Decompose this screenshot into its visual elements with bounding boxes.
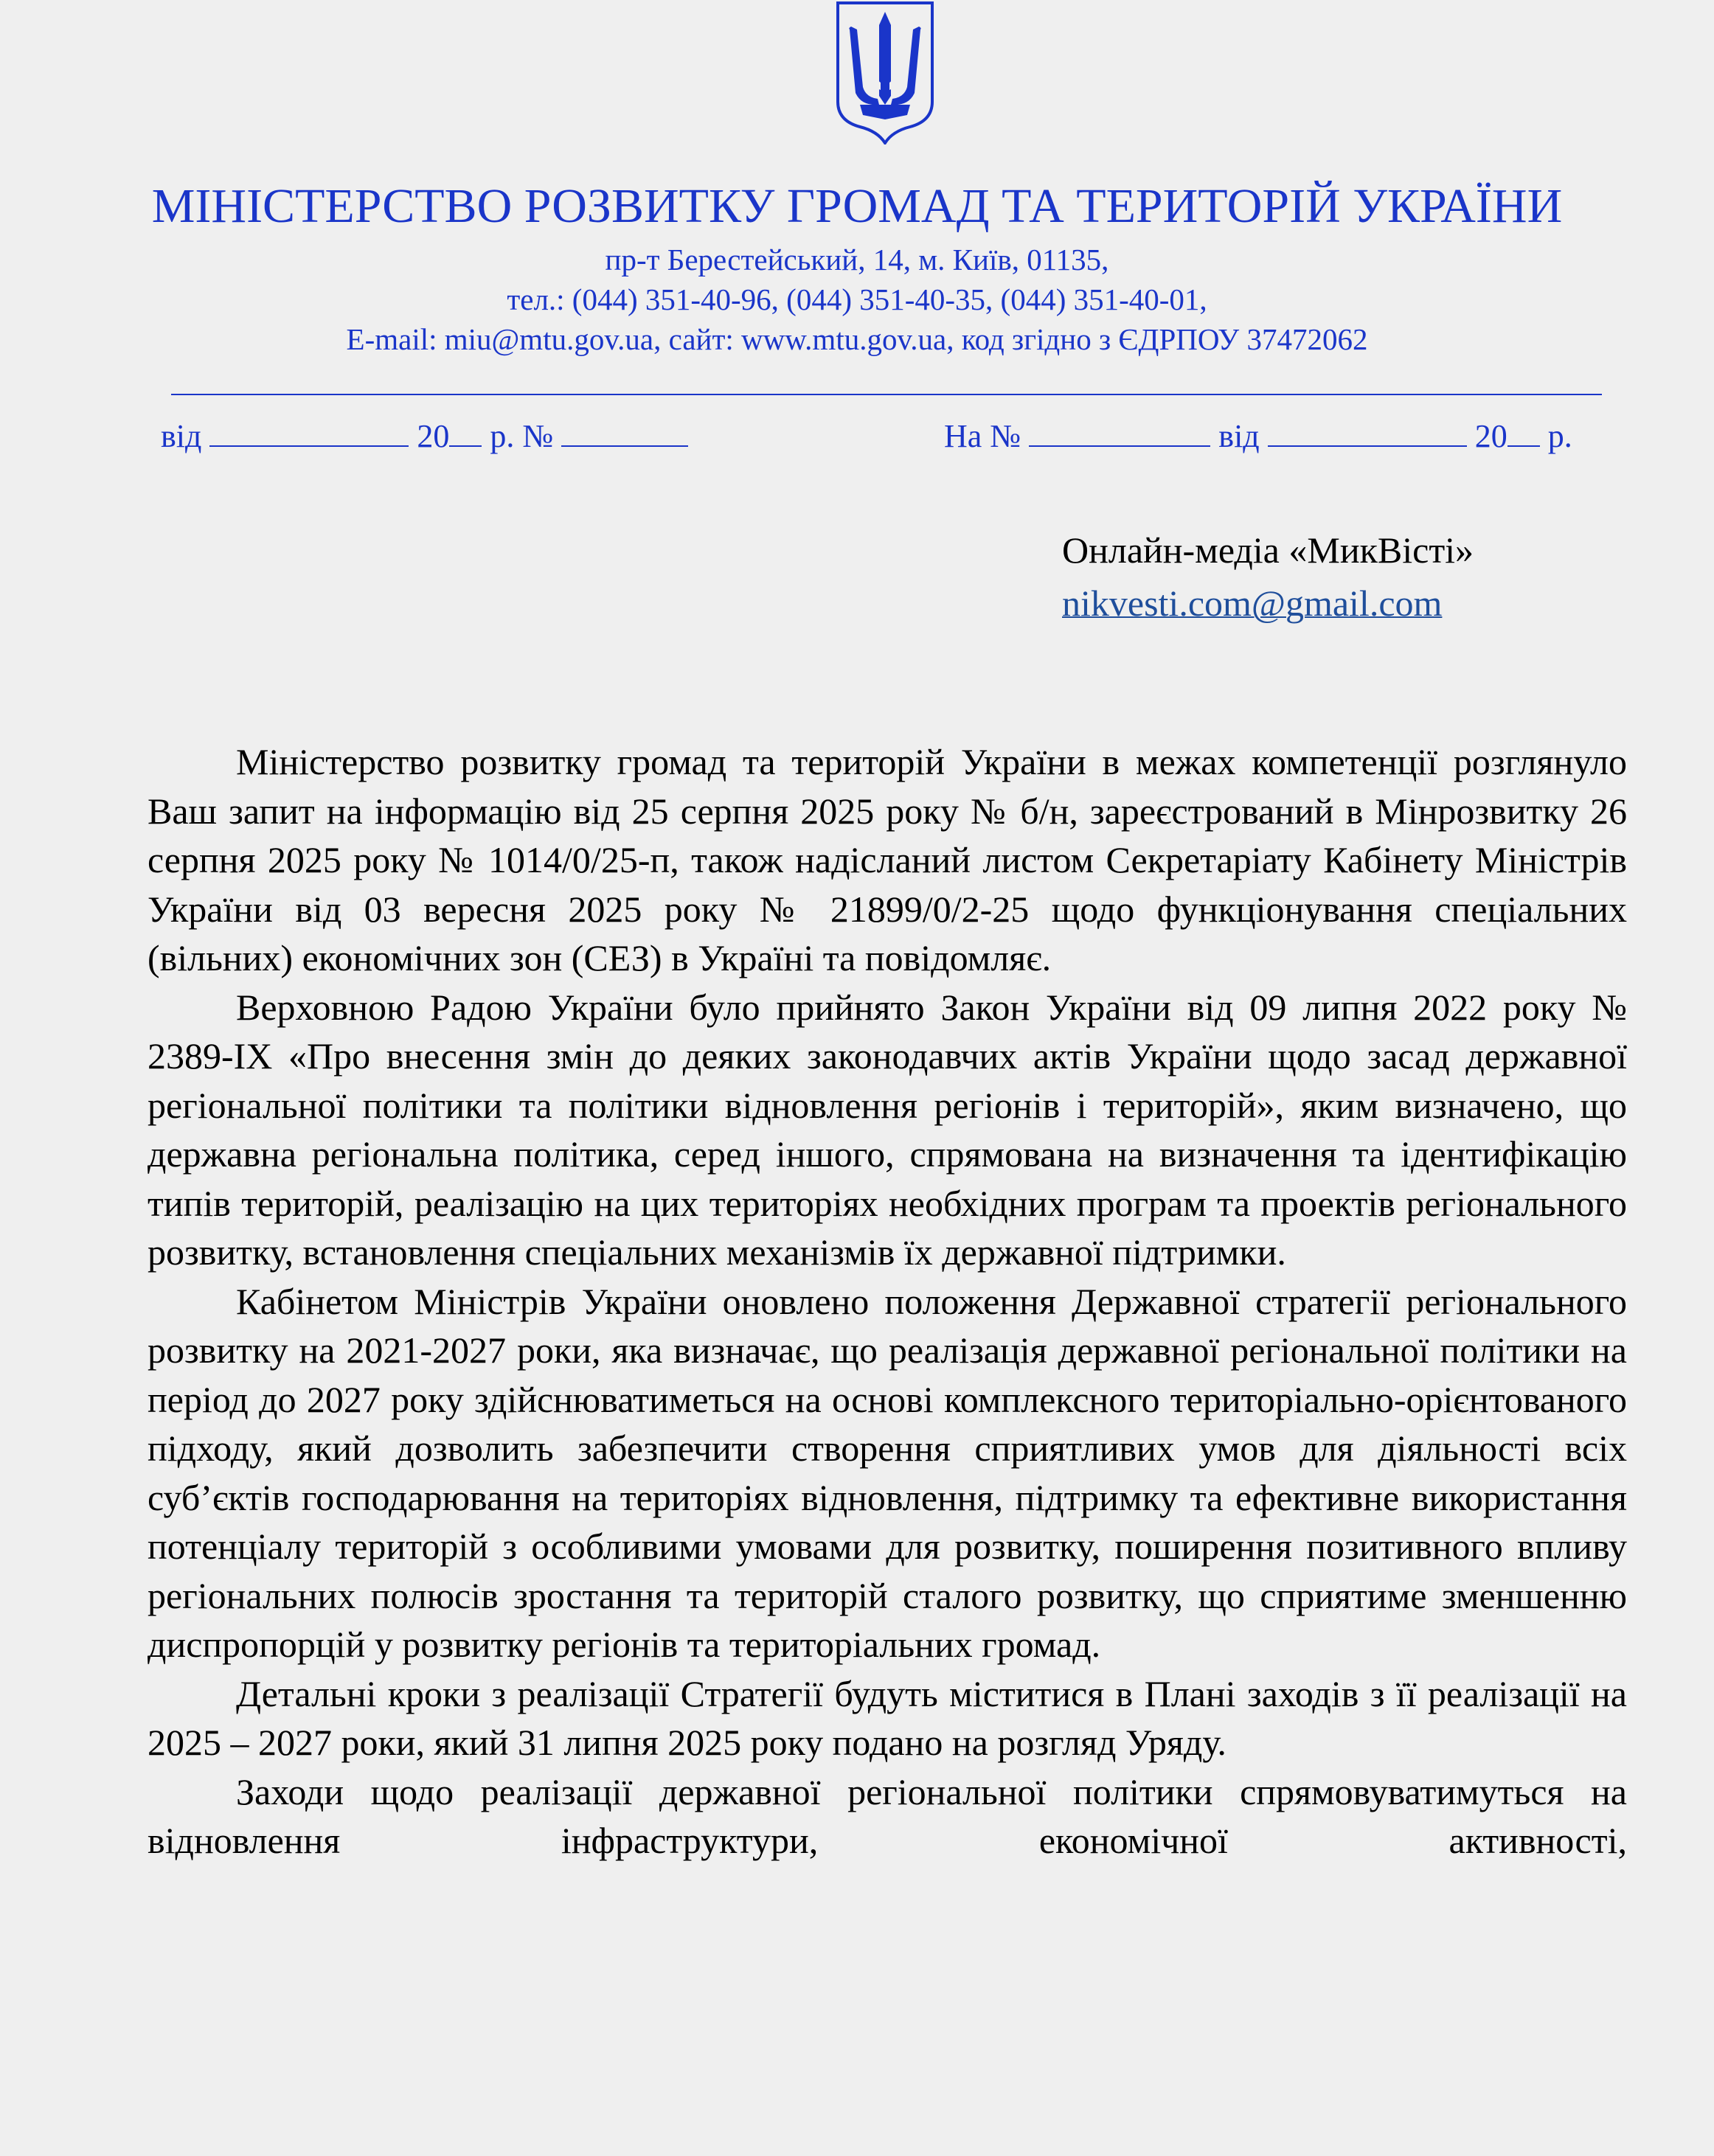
from-label: від: [161, 418, 202, 454]
reply-date-blank: [1268, 416, 1467, 447]
reply-label: На №: [944, 418, 1021, 454]
header-divider: [171, 394, 1602, 395]
reply-year-blank: [1507, 416, 1540, 447]
body-paragraph: Верховною Радою України було прийнято Закон України від 09 липня 2022 року № 2389-IX «Про внесення змін до деяких законодавчих актів України щодо засад державної регіональної політики та політики відновлення регіонів і територій», яким визначено, що державна регіональна політика, серед іншого, спрямована на визначення та ідентифікацію типів територій, реалізацію на цих територіях необхідних програм та проектів регіонального розвитку, встановлення спеціальних механізмів їх державної підтримки.: [148, 986, 1627, 1273]
number-blank: [561, 416, 688, 447]
reply-year-suffix: р.: [1547, 418, 1572, 454]
email-label: E-mail:: [346, 322, 437, 356]
body-paragraph: Детальні кроки з реалізації Стратегії будуть міститися в Плані заходів з її реалізації на 2025 – 2027 роки, який 31 липня 2025 року подано на розгляд Уряду.: [148, 1672, 1627, 1763]
recipient-email-link[interactable]: nikvesti.com@gmail.com: [1062, 583, 1443, 624]
reply-year-prefix: 20: [1474, 418, 1507, 454]
ministry-address: пр-т Берестейський, 14, м. Київ, 01135,: [605, 243, 1109, 277]
trident-coat-of-arms-icon: [833, 0, 937, 145]
recipient-name: Онлайн-медіа «МикВісті»: [1062, 529, 1474, 571]
year-prefix: 20: [417, 418, 450, 454]
body-paragraph: Міністерство розвитку громад та територій України в межах компетенції розглянуло Ваш запит на інформацію від 25 серпня 2025 року № б/н, зареєстрований в Мінрозвитку 26 серпня 2025 року № 1014/0/25-п, також надісланий листом Секретаріату Кабінету Міністрів України від 03 вересня 2025 року № 21899/0/2-25 щодо функціонування спеціальних (вільних) економічних зон (СЕЗ) в Україні та повідомляє.: [148, 741, 1627, 978]
reply-from-label: від: [1218, 418, 1260, 454]
reply-number-blank: [1029, 416, 1210, 447]
ministry-contacts: [0, 320, 1714, 358]
ministry-email-link[interactable]: miu@mtu.gov.ua: [444, 322, 654, 356]
ministry-site-and-code: , сайт: www.mtu.gov.ua, код згідно з ЄДРПОУ 37472062: [653, 322, 1368, 356]
ministry-title: МІНІСТЕРСТВО РОЗВИТКУ ГРОМАД ТА ТЕРИТОРІЙ УКРАЇНИ: [151, 179, 1563, 233]
number-label: р. №: [490, 418, 554, 454]
ministry-phones: тел.: (044) 351-40-96, (044) 351-40-35, (044) 351-40-01,: [507, 282, 1207, 316]
letter-body: [148, 737, 1627, 1865]
date-blank: [209, 416, 409, 447]
body-paragraph: Заходи щодо реалізації державної регіональної політики спрямовуватимуться на відновлення інфраструктури, економічної активності,: [148, 1770, 1627, 1861]
year-blank: [449, 416, 482, 447]
body-paragraph: Кабінетом Міністрів України оновлено положення Державної стратегії регіонального розвитку на 2021-2027 роки, яка визначає, що реалізація державної регіональної політики на період до 2027 року здійснюватиметься на основі комплексного територіально-орієнтованого підходу, який дозволить забезпечити створення сприятливих умов для діяльності всіх суб’єктів господарювання на територіях відновлення, підтримку та ефективне використання потенціалу територій з особливими умовами для розвитку, поширення позитивного впливу регіональних полюсів зростання та територій сталого розвитку, що сприятиме зменшенню диспропорцій у розвитку регіонів та територіальних громад.: [148, 1280, 1627, 1665]
outgoing-registration: [161, 416, 688, 457]
reply-registration: [944, 416, 1572, 457]
